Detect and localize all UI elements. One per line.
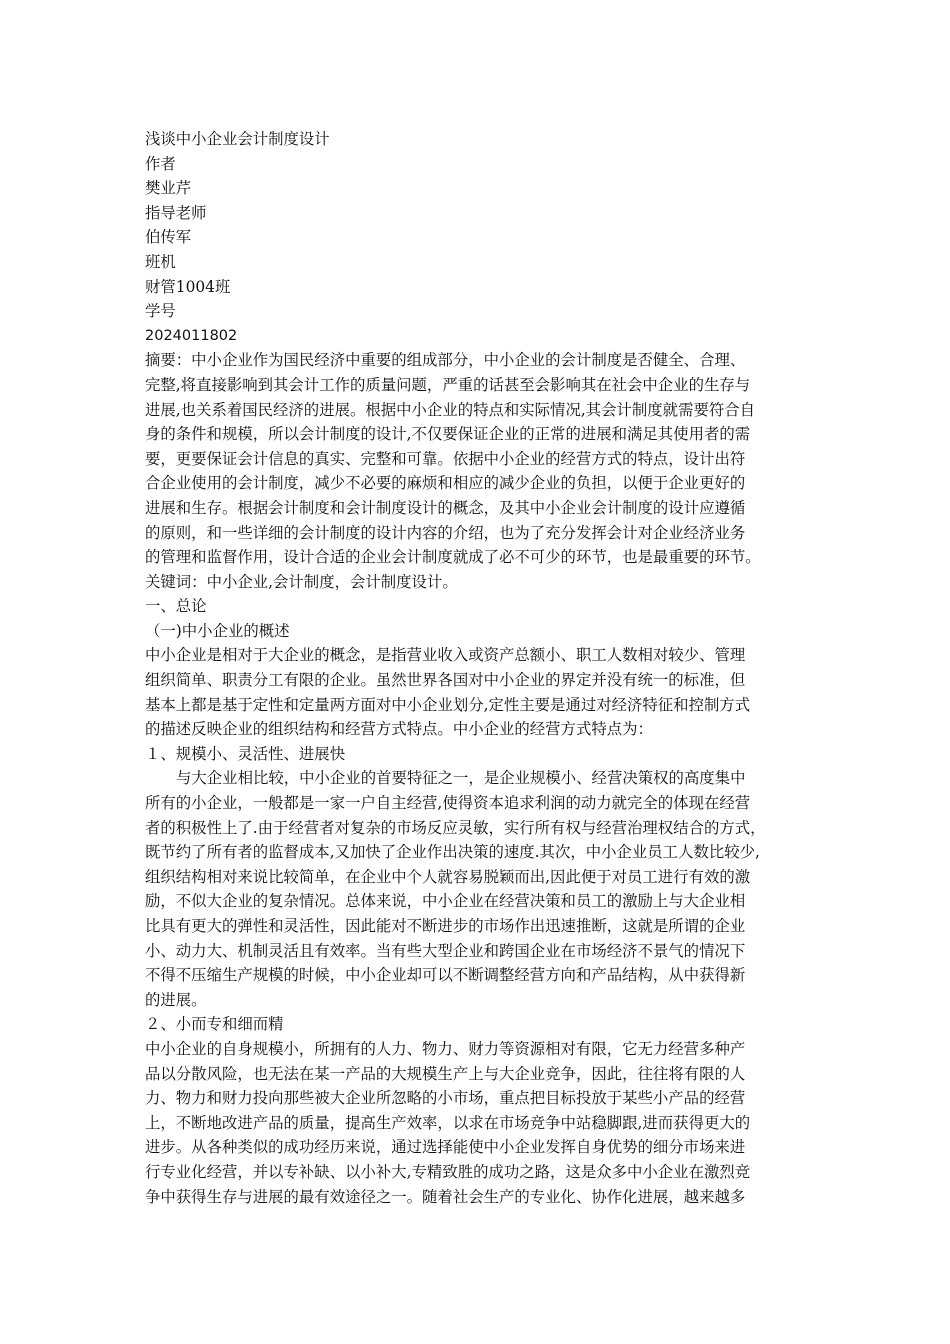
paragraph-line: 的描述反映企业的组织结构和经营方式特点。中小企业的经营方式特点为： [145,720,653,739]
abstract-line: 的管理和监督作用，设计合适的企业会计制度就成了必不可少的环节，也是最重要的环节。 [145,548,761,567]
paragraph-line: 组织结构相对来说比较简单，在企业中个人就容易脱颖而出,因此便于对员工进行有效的激 [145,867,751,886]
abstract-line: 要，更要保证会计信息的真实、完整和可靠。依据中小企业的经营方式的特点，设计出符 [145,449,746,468]
paragraph-line: 励，不似大企业的复杂情况。总体来说，中小企业在经营决策和员工的激励上与大企业相 [145,892,746,911]
paragraph-line: 组织简单、职责分工有限的企业。虽然世界各国对中小企业的界定并没有统一的标准，但 [145,671,746,690]
paragraph-line: 品以分散风险，也无法在某一产品的大规模生产上与大企业竞争，因此，往往将有限的人 [145,1064,746,1083]
abstract-line: 进展,也关系着国民经济的进展。根据中小企业的特点和实际情况,其会计制度就需要符合自 [145,400,756,419]
abstract-line: 的原则，和一些详细的会计制度的设计内容的介绍，也为了充分发挥会计对企业经济业务 [145,523,746,542]
paragraph-line: 中小企业的自身规模小，所拥有的人力、物力、财力等资源相对有限，它无力经营多种产 [145,1039,746,1058]
paragraph-line: 力、物力和财力投向那些被大企业所忽略的小市场，重点把目标投放于某些小产品的经营 [145,1089,746,1108]
advisor-name: 伯传军 [145,228,192,247]
paragraph-line: 比具有更大的弹性和灵活性，因此能对不断进步的市场作出迅速推断，这就是所谓的企业 [145,917,746,935]
point-heading: １、规模小、灵活性、进展快 [145,744,346,763]
paragraph-line: 中小企业是相对于大企业的概念，是指营业收入或资产总额小、职工人数相对较少、管理 [145,646,746,665]
paragraph-line: 行专业化经营，并以专补缺、以小补大,专精致胜的成功之路，这是众多中小企业在激烈竞 [145,1162,751,1181]
abstract [145,348,817,569]
abstract-line: 身的条件和规模，所以会计制度的设计,不仅要保证企业的正常的进展和满足其使用者的需 [145,425,751,444]
author-label: 作者 [145,154,176,173]
overview-paragraph [145,643,817,741]
point1-paragraph [145,766,817,1012]
class-label: 班机 [145,252,176,271]
paragraph-line: 不得不压缩生产规模的时候，中小企业却可以不断调整经营方向和产品结构，从中获得新 [145,966,746,985]
class-value: 财管1004班 [145,277,231,296]
student-id: 2024011802 [145,327,238,344]
advisor-label: 指导老师 [145,203,207,222]
paragraph-line: 者的积极性上了.由于经营者对复杂的市场反应灵敏，实行所有权与经营治理权结合的方式， [145,818,766,837]
paragraph-line: 所有的小企业，一般都是一家一户自主经营,使得资本追求利润的动力就完全的体现在经营 [145,794,751,813]
document-title: 浅谈中小企业会计制度设计 [145,130,330,148]
paragraph-line: 的进展。 [145,990,207,1009]
abstract-line: 进展和生存。根据会计制度和会计制度设计的概念，及其中小企业会计制度的设计应遵循 [145,498,746,517]
paragraph-line: 小、动力大、机制灵活且有效率。当有些大型企业和跨国企业在市场经济不景气的情况下 [145,941,746,960]
section-heading: 一、总论 [145,597,207,616]
paragraph-line: 基本上都是基于定性和定量两方面对中小企业划分,定性主要是通过对经济特征和控制方式 [145,695,751,714]
paragraph-line: 争中获得生存与进展的最有效途径之一。随着社会生产的专业化、协作化进展，越来越多 [145,1187,746,1206]
paragraph-line: 既节约了所有者的监督成本,又加快了企业作出决策的速度.其次，中小企业员工人数比较少, [145,843,760,862]
abstract-line: 合企业使用的会计制度，减少不必要的麻烦和相应的减少企业的负担，以便于企业更好的 [145,474,746,493]
student-id-label: 学号 [145,302,176,321]
point2-paragraph [145,1037,817,1209]
subsection-heading: （一)中小企业的概述 [145,621,290,640]
abstract-line: 完整,将直接影响到其会计工作的质量问题，严重的话甚至会影响其在社会中企业的生存与 [145,375,751,394]
document-page [145,127,817,1209]
paragraph-line: 与大企业相比较，中小企业的首要特征之一，是企业规模小、经营决策权的高度集中 [176,769,746,788]
point-heading: ２、小而专和细而精 [145,1015,284,1034]
abstract-line: 摘要：中小企业作为国民经济中重要的组成部分，中小企业的会计制度是否健全、合理、 [145,351,746,370]
paragraph-line: 上，不断地改进产品的质量，提高生产效率，以求在市场竞争中站稳脚跟,进而获得更大的 [145,1113,751,1132]
paragraph-line: 进步。从各种类似的成功经历来说，通过选择能使中小企业发挥自身优势的细分市场来进 [145,1138,746,1157]
author-name: 樊业芹 [145,179,192,198]
keywords: 关键词：中小企业,会计制度，会计制度设计。 [145,572,458,591]
